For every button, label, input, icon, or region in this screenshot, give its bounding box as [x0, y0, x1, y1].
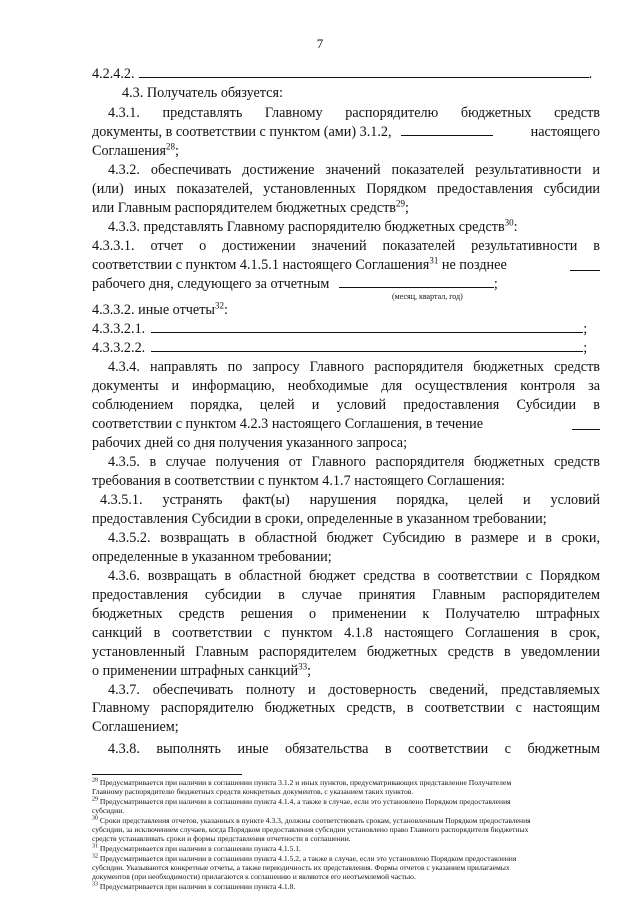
- text-line: санкций в соответствии с пунктом 4.1.8 настоящего Соглашения в срок,: [92, 625, 600, 641]
- text-line: соответствии с пунктом 4.1.5.1 настоящего Соглашения$^{31}$ не позднее: [92, 257, 602, 274]
- footnote-ref: 28: [165, 141, 175, 152]
- text-line: 4.3.3.2.1. ;: [92, 321, 588, 337]
- text-line: соответствии с пунктом 4.2.3 настоящего Соглашения, в течение: [92, 416, 602, 433]
- clause-4-2-4-2: 4.2.4.2. .: [92, 66, 593, 82]
- blank-caption: (месяц, квартал, год): [392, 292, 463, 301]
- footnote-31: $^{31}$ Предусматривается при наличии в соглашении пункта 4.1.5.1.: [92, 843, 301, 853]
- footnote-30-cont: средств устанавливать сроки и формы представления отчетности в соглашении.: [92, 834, 351, 843]
- text-line: предоставления субсидии в случае принятия Главным распорядителем: [92, 587, 600, 603]
- text-line: 4.3.3.1. отчет о достижении значений показателей результативности в: [92, 238, 600, 254]
- fill-blank: [151, 340, 583, 352]
- text-line: документы, в соответствии с пунктом (ами) 3.1.2, настоящего: [92, 124, 600, 140]
- text-line: Главному распорядителю бюджетных средств, в соответствии с настоящим: [92, 700, 600, 716]
- text-line: бюджетных средств решения о применении к Получателю штрафных: [92, 606, 600, 622]
- text-line: соблюдением порядка, целей и условий предоставления Субсидии в: [92, 397, 600, 413]
- text-line: 4.3.3. представлять Главному распорядителю бюджетных средств$^{30}$:: [108, 217, 518, 235]
- page-number: 7: [316, 36, 324, 51]
- footnote-32-cont: документов (при необходимости) прилагаются к соглашению и являются его неотъемлемой частью.: [92, 872, 416, 881]
- text-line: 4.3.1. представлять Главному распорядителю бюджетных средств: [108, 105, 600, 121]
- text-line: требования в соответствии с пунктом 4.1.7 настоящего Соглашения:: [92, 473, 505, 489]
- text-line: 4.3.6. возвращать в областной бюджет средства в соответствии с Порядком: [108, 568, 600, 584]
- footnote-32: $^{32}$ Предусматривается при наличии в соглашении пункта 4.1.5.2, а также в случае, если это установлено Порядком предоставления: [92, 853, 517, 863]
- text-line: 4.3.3.2.2. ;: [92, 340, 588, 356]
- fill-blank: [151, 321, 583, 333]
- footnote-ref: 33: [298, 661, 308, 672]
- clause-4-3-heading: 4.3. Получатель обязуется:: [122, 85, 283, 101]
- footnote-30: $^{30}$ Сроки представления отчетов, указанных в пункте 4.3.3, должны соответствовать срокам, установленным Порядком предоставления: [92, 815, 531, 825]
- footnote-28-cont: Главному распорядителю бюджетных средств конкретных документов, с указанием таких пунктов.: [92, 787, 414, 796]
- text-line: 4.3.5.1. устранять факт(ы) нарушения порядка, целей и условий: [100, 492, 600, 508]
- text-line: 4.3.3.2. иные отчеты$^{32}$:: [92, 300, 228, 318]
- text-line: 4.3.5. в случае получения от Главного распорядителя бюджетных средств: [108, 454, 600, 470]
- text-line: установленный Главным распорядителем бюджетных средств в уведомлении: [92, 644, 600, 660]
- footnote-29-cont: субсидии.: [92, 806, 125, 815]
- text-line: Соглашения$^{28}$;: [92, 141, 179, 159]
- footnote-ref: 30: [504, 217, 514, 228]
- footnote-ref: 29: [395, 198, 405, 209]
- footnote-separator: [92, 774, 242, 775]
- text-line: 4.3.7. обеспечивать полноту и достоверность сведений, представляемых: [108, 682, 600, 698]
- text-line: рабочих дней со дня получения указанного запроса;: [92, 435, 408, 451]
- fill-blank: [139, 66, 589, 78]
- fill-blank: [570, 259, 600, 271]
- footnote-30-cont: субсидии, за исключением случаев, когда Порядком предоставления субсидии установлено право Главного распорядителя бюджетных: [92, 825, 529, 834]
- text-line: о применении штрафных санкций$^{33}$;: [92, 661, 312, 679]
- footnote-28: $^{28}$ Предусматривается при наличии в соглашении пункта 3.1.2 и иных пунктов, предусматривающих представление Получателем: [92, 777, 512, 787]
- text-line: определенные в указанном требовании;: [92, 549, 332, 565]
- footnote-32-cont: субсидии. Указываются конкретные отчеты, а также периодичность их представления. Формы отчетов с указанием прилагаемых: [92, 863, 510, 872]
- fill-blank: [572, 418, 600, 430]
- footnote-29: $^{29}$ Предусматривается при наличии в соглашении пункта 4.1.4, а также в случае, если это установлено Порядком предоставления: [92, 796, 511, 806]
- footnote-ref: 32: [214, 300, 224, 311]
- footnote-33: $^{33}$ Предусматривается при наличии в соглашении пункта 4.1.8.: [92, 881, 296, 891]
- text-line: Соглашением;: [92, 719, 179, 735]
- text-line: предоставления Субсидии в сроки, определенные в указанном требовании;: [92, 511, 547, 527]
- text-line: 4.3.8. выполнять иные обязательства в соответствии с бюджетным: [108, 741, 600, 757]
- text-line: или Главным распорядителем бюджетных средств$^{29}$;: [92, 198, 409, 216]
- text-line: 4.3.5.2. возвращать в областной бюджет Субсидию в размере и в сроки,: [108, 530, 600, 546]
- text-line: (или) иных показателей, установленных Порядком предоставления субсидии: [92, 181, 600, 197]
- fill-blank: [339, 276, 494, 288]
- text-line: 4.3.2. обеспечивать достижение значений показателей результативности и: [108, 162, 600, 178]
- footnote-ref: 31: [429, 255, 439, 266]
- text-line: рабочего дня, следующего за отчетным ;: [92, 276, 498, 292]
- text-line: документы и информацию, необходимые для осуществления контроля за: [92, 378, 600, 394]
- text-line: 4.3.4. направлять по запросу Главного распорядителя бюджетных средств: [108, 359, 600, 375]
- fill-blank: [401, 124, 493, 136]
